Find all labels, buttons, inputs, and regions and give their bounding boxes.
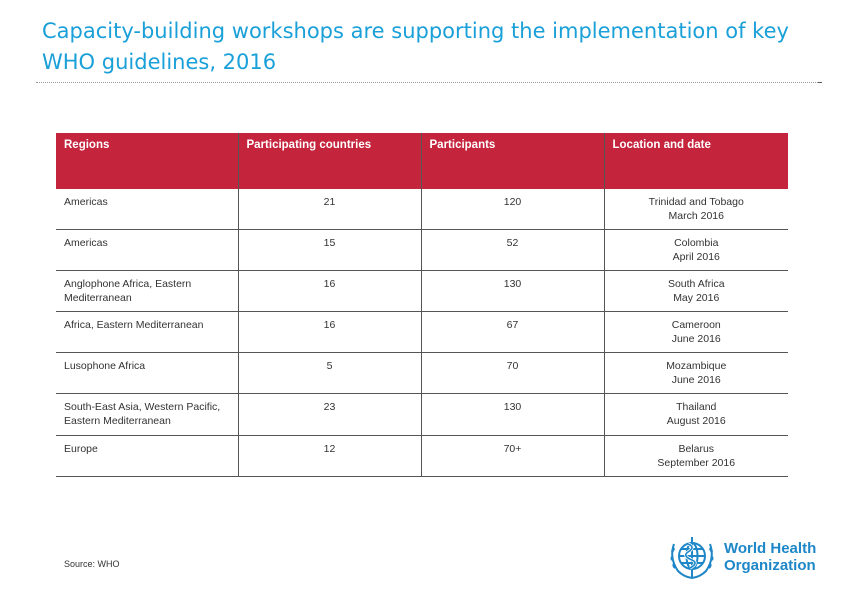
countries-cell: 12 [238, 436, 421, 477]
date-text: April 2016 [672, 251, 720, 263]
location-text: Cameroon [671, 319, 721, 331]
table-row [56, 353, 788, 394]
table-row [56, 394, 788, 436]
participants-cell: 67 [421, 312, 604, 353]
table-header-row [56, 133, 788, 189]
countries-cell: 21 [238, 189, 421, 230]
countries-cell: 15 [238, 230, 421, 271]
location-text: Trinidad and Tobago [648, 196, 744, 208]
countries-cell: 16 [238, 271, 421, 312]
slide-title: Capacity-building workshops are supporting the implementation of key WHO guidelines, 2016 [42, 19, 789, 74]
participants-cell: 130 [421, 271, 604, 312]
table-row [56, 230, 788, 271]
region-cell: Americas [56, 230, 238, 271]
region-cell: Europe [56, 436, 238, 477]
location-text: South Africa [667, 278, 725, 290]
region-cell: Africa, Eastern Mediterranean [56, 312, 238, 353]
who-emblem-icon [666, 534, 718, 580]
participants-cell: 52 [421, 230, 604, 271]
location-date-cell [604, 436, 788, 477]
table-row [56, 436, 788, 477]
table-row [56, 189, 788, 230]
workshops-table [56, 133, 788, 477]
region-cell: Americas [56, 189, 238, 230]
date-text: June 2016 [671, 374, 721, 386]
table-row [56, 312, 788, 353]
countries-cell: 23 [238, 394, 421, 436]
date-text: March 2016 [668, 210, 724, 222]
who-name-line2: Organization [724, 557, 816, 574]
date-text: August 2016 [666, 415, 726, 427]
title-divider [36, 82, 820, 83]
participants-cell: 70 [421, 353, 604, 394]
table-row [56, 271, 788, 312]
location-date-cell [604, 271, 788, 312]
location-date-cell [604, 230, 788, 271]
participants-cell: 130 [421, 394, 604, 436]
region-cell: South-East Asia, Western Pacific, Eastern Mediterranean [56, 394, 238, 436]
source-note: Source: WHO [64, 559, 120, 569]
title-divider-tick [818, 82, 822, 83]
participants-cell: 70+ [421, 436, 604, 477]
location-date-cell [604, 312, 788, 353]
header-participants: Participants [421, 133, 604, 189]
header-regions: Regions [56, 133, 238, 189]
date-text: June 2016 [671, 333, 721, 345]
header-participating-countries: Participating countries [238, 133, 421, 189]
who-name-line1: World Health [724, 540, 817, 557]
countries-cell: 16 [238, 312, 421, 353]
location-text: Colombia [674, 237, 719, 249]
location-text: Mozambique [666, 360, 727, 372]
who-logo [666, 534, 826, 580]
date-text: May 2016 [673, 292, 720, 304]
date-text: September 2016 [657, 457, 736, 469]
location-text: Thailand [676, 401, 717, 413]
location-date-cell [604, 189, 788, 230]
location-date-cell [604, 353, 788, 394]
who-name [724, 540, 816, 574]
participants-cell: 120 [421, 189, 604, 230]
region-cell: Anglophone Africa, Eastern Mediterranean [56, 271, 238, 312]
header-location-and-date: Location and date [604, 133, 788, 189]
location-text: Belarus [678, 443, 715, 455]
location-date-cell [604, 394, 788, 436]
region-cell: Lusophone Africa [56, 353, 238, 394]
countries-cell: 5 [238, 353, 421, 394]
